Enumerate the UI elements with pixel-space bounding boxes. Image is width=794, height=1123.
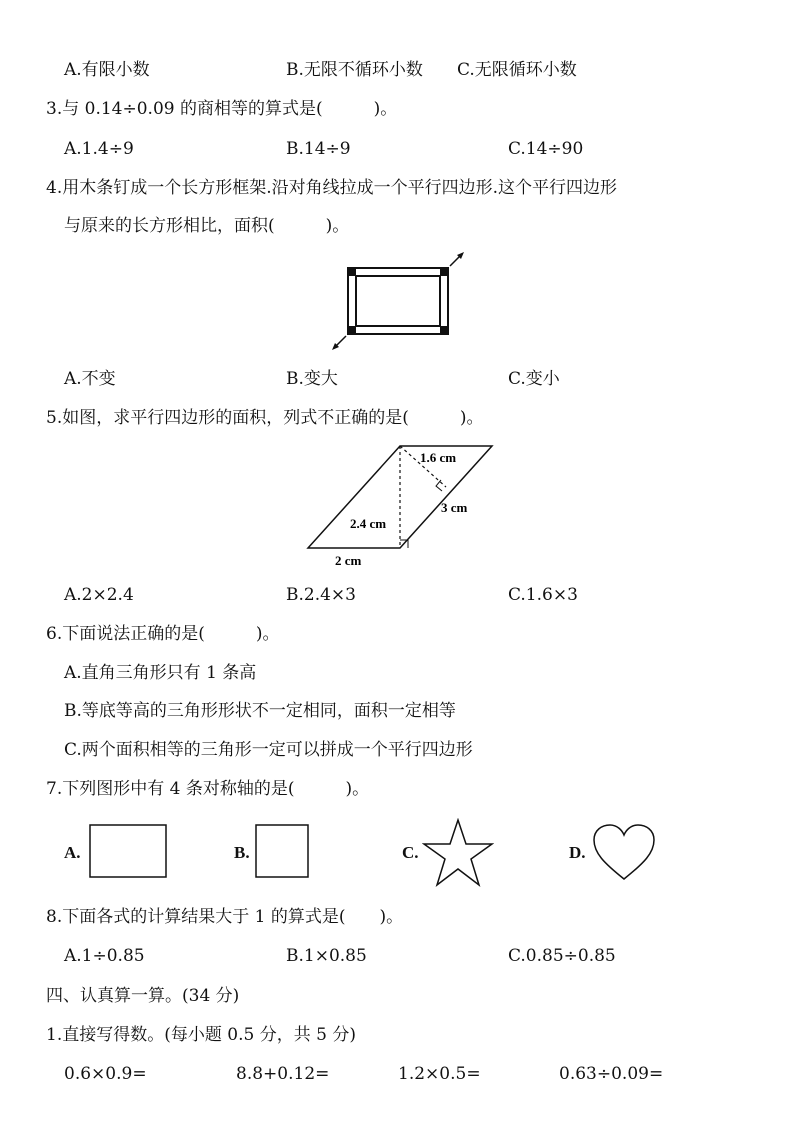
- q4-option-b: B.变大: [286, 369, 338, 389]
- calc-item-1: 0.6×0.9=: [64, 1064, 147, 1084]
- rectangle-frame-figure: [328, 248, 468, 354]
- q4-stem-line1: 4.用木条钉成一个长方形框架.沿对角线拉成一个平行四边形.这个平行四边形: [46, 178, 618, 198]
- q7-label-b: B.: [234, 843, 250, 862]
- q4-stem-line2: 与原来的长方形相比，面积( )。: [64, 216, 350, 236]
- section-4-title: 四、认真算一算。(34 分): [46, 986, 240, 1006]
- q2-option-b: B.无限不循环小数: [286, 60, 423, 80]
- star-shape: [422, 818, 494, 888]
- q7-label-d: D.: [569, 843, 586, 862]
- q6-option-c: C.两个面积相等的三角形一定可以拼成一个平行四边形: [64, 740, 473, 760]
- rectangle-shape: [88, 823, 168, 879]
- heart-shape: [592, 823, 656, 883]
- square-shape: [254, 823, 310, 879]
- calc-item-4: 0.63÷0.09=: [559, 1064, 664, 1084]
- q3-option-b: B.14÷9: [286, 139, 351, 159]
- q8-stem: 8.下面各式的计算结果大于 1 的算式是( )。: [46, 907, 404, 927]
- q4-option-c: C.变小: [508, 369, 560, 389]
- section-4-sub1: 1.直接写得数。(每小题 0.5 分，共 5 分): [46, 1025, 356, 1045]
- q5-stem: 5.如图，求平行四边形的面积，列式不正确的是( )。: [46, 408, 484, 428]
- q3-option-a: A.1.4÷9: [64, 139, 134, 159]
- label-height: 2.4 cm: [350, 516, 387, 531]
- q8-option-c: C.0.85÷0.85: [508, 946, 616, 966]
- q6-stem: 6.下面说法正确的是( )。: [46, 624, 280, 644]
- calc-item-3: 1.2×0.5=: [398, 1064, 481, 1084]
- q3-stem: 3.与 0.14÷0.09 的商相等的算式是( )。: [46, 99, 398, 119]
- q5-option-a: A.2×2.4: [64, 585, 134, 605]
- label-side-length: 3 cm: [441, 500, 468, 515]
- q5-option-c: C.1.6×3: [508, 585, 578, 605]
- label-base: 2 cm: [335, 553, 362, 568]
- q5-option-b: B.2.4×3: [286, 585, 356, 605]
- q6-option-b: B.等底等高的三角形形状不一定相同，面积一定相等: [64, 701, 456, 721]
- q7-stem: 7.下列图形中有 4 条对称轴的是( )。: [46, 779, 370, 799]
- q6-option-a: A.直角三角形只有 1 条高: [64, 663, 257, 683]
- q2-option-a: A.有限小数: [64, 60, 150, 80]
- parallelogram-figure: [300, 440, 500, 572]
- q8-option-b: B.1×0.85: [286, 946, 367, 966]
- q2-option-c: C.无限循环小数: [457, 60, 577, 80]
- q8-option-a: A.1÷0.85: [64, 946, 145, 966]
- q3-option-c: C.14÷90: [508, 139, 584, 159]
- q4-option-a: A.不变: [64, 369, 116, 389]
- calc-item-2: 8.8+0.12=: [236, 1064, 330, 1084]
- q7-label-a: A.: [64, 843, 81, 862]
- label-top-segment: 1.6 cm: [420, 450, 457, 465]
- q7-label-c: C.: [402, 843, 419, 862]
